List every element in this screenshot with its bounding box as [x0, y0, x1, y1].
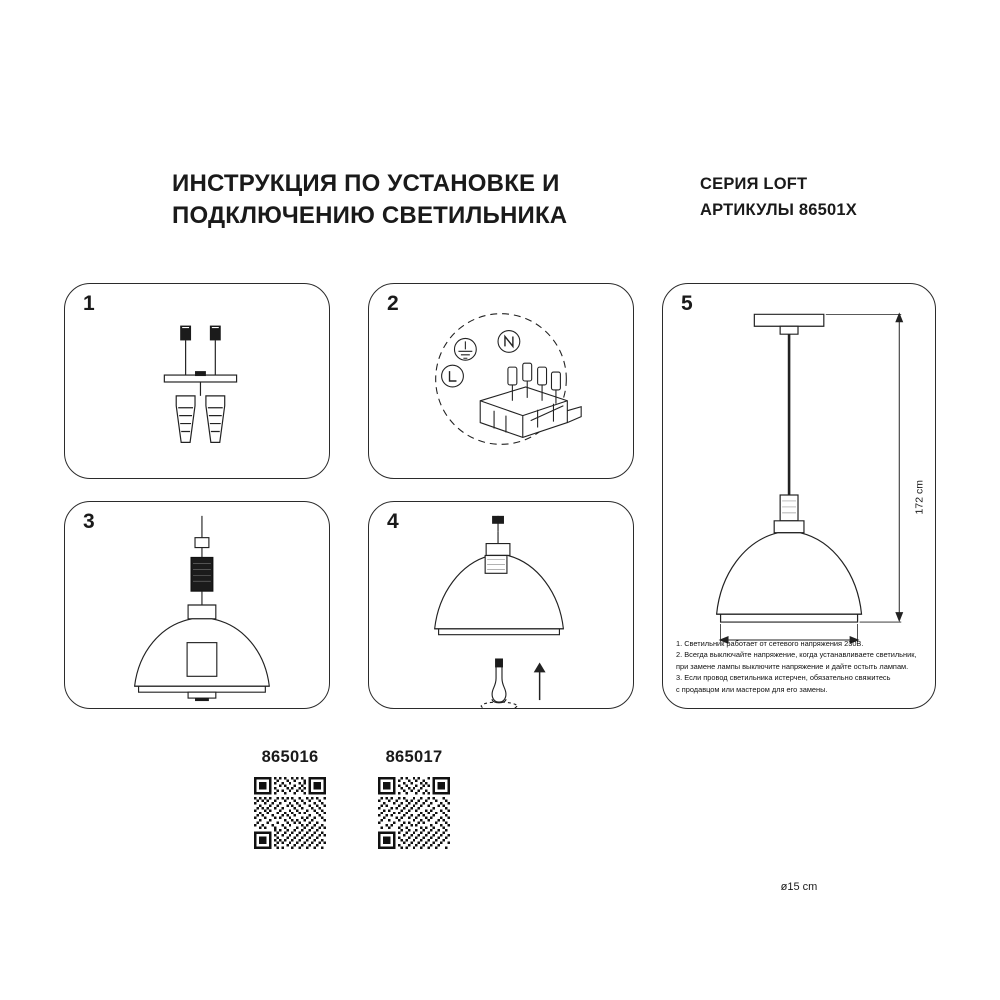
- step-number-5: 5: [681, 292, 693, 315]
- qr-block-865016: [228, 748, 352, 849]
- qr-865017: [378, 777, 450, 849]
- note-line-3: при замене лампы выключите напряжение и дайте остыть лампам.: [676, 661, 909, 671]
- terminal-block-wiring-icon: [369, 284, 633, 478]
- note-line-4: 3. Если провод светильника истерчен, обязательно свяжитесь: [676, 673, 891, 683]
- qr-865016: [254, 777, 326, 849]
- note-line-2: 2. Всегда выключайте напряжение, когда устанавливаете светильник,: [676, 650, 917, 660]
- safety-notes: [676, 638, 924, 695]
- step-panel-1: [64, 283, 330, 479]
- step-number-3: 3: [83, 510, 95, 533]
- qr-label-865016: 865016: [261, 748, 319, 766]
- page-title: ИНСТРУКЦИЯ ПО УСТАНОВКЕ И ПОДКЛЮЧЕНИЮ СВЕТИЛЬНИКА: [172, 170, 568, 230]
- lamp-holder-assembly-icon: [65, 502, 329, 708]
- step-panel-3: [64, 501, 330, 709]
- qr-block-865017: [352, 748, 476, 849]
- series-info: [700, 172, 857, 223]
- series-label: СЕРИЯ LOFT: [700, 175, 808, 193]
- step-panel-4: [368, 501, 634, 709]
- height-dimension-label: 172 cm: [913, 480, 925, 515]
- article-label: АРТИКУЛЫ 86501X: [700, 200, 857, 219]
- step-number-2: 2: [387, 292, 399, 315]
- note-line-1: 1. Светильник работает от сетевого напряжения 230В.: [676, 639, 864, 648]
- mounting-hardware-icon: [65, 284, 329, 478]
- step-number-4: 4: [387, 510, 399, 533]
- bulb-insertion-icon: [369, 502, 633, 708]
- step-number-1: 1: [83, 292, 95, 315]
- qr-label-865017: 865017: [385, 748, 443, 766]
- note-line-5: с продавцом или мастером для его замены.: [676, 684, 828, 694]
- step-panel-2: [368, 283, 634, 479]
- diameter-dimension-label: ø15 cm: [780, 881, 818, 893]
